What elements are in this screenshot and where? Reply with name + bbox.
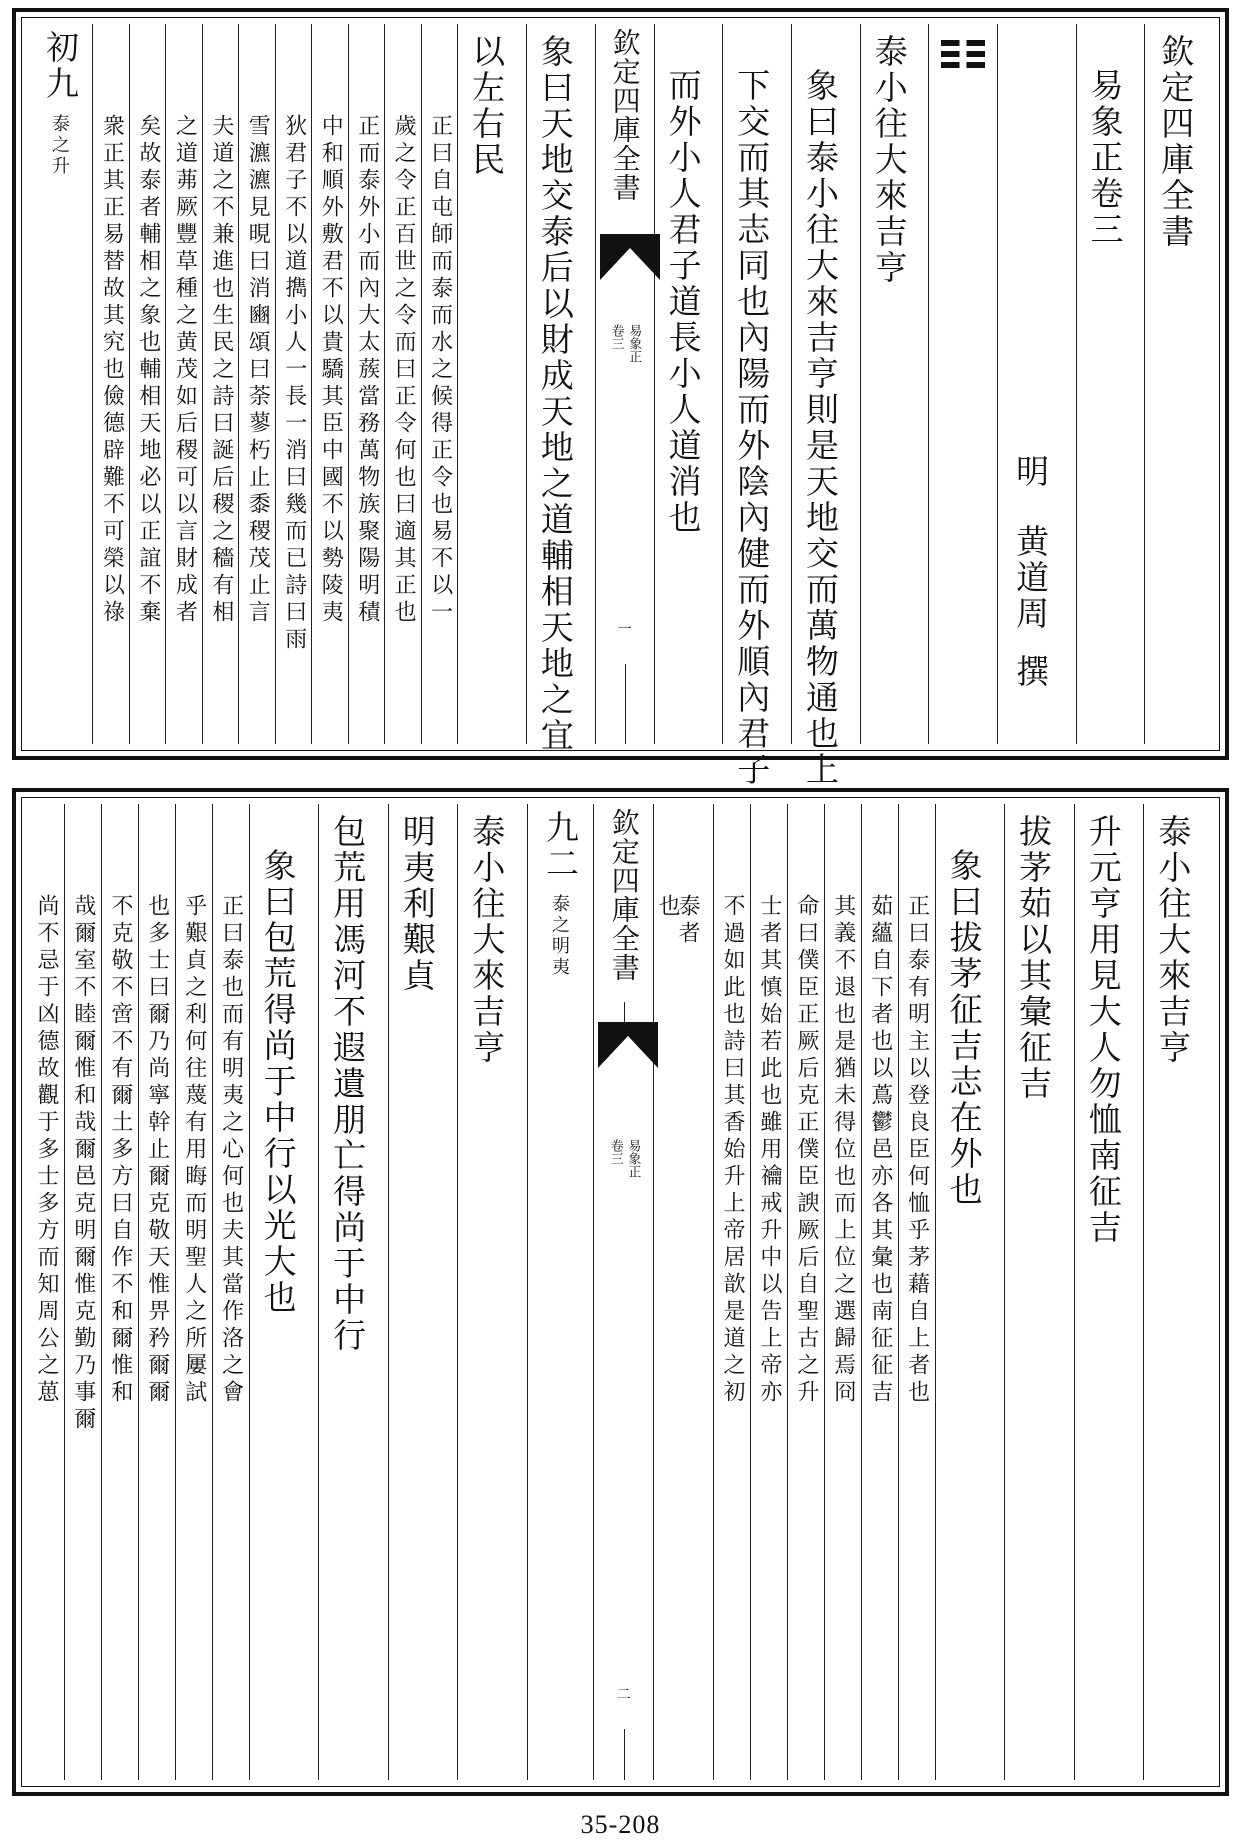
annotation-line: 泰者	[675, 894, 701, 948]
bottom-page	[12, 788, 1229, 1796]
line-text: 包荒用馮河不遐遺朋亡得尚于中行	[328, 814, 368, 1354]
fold-rule	[624, 1002, 626, 1022]
annotation-line: 乎艱貞之利何往蔑有用晦而明聖人之所屢試	[181, 894, 207, 1407]
annotation-line: 尚不忌于凶德故觀于多士多方而知周公之葸	[33, 894, 59, 1407]
hexagram-tai-icon	[941, 40, 985, 73]
xiang-line: 象曰天地交泰后以財成天地之道輔相天地之宜	[535, 34, 575, 754]
annotation-line: 正而泰外小而內大太蔟當務萬物族聚陽明積	[354, 114, 380, 627]
annotation-line: 矣故泰者輔相之象也輔相天地必以正誼不棄	[135, 114, 161, 627]
annotation-line: 哉爾室不睦爾惟和哉爾邑克明爾惟克勤乃事爾	[70, 894, 96, 1434]
annotation-line: 衆正其正易替故其究也儉德辟難不可榮以祿	[99, 114, 125, 627]
annotation-line: 其義不退也是猶未得位也而上位之選歸焉冏	[830, 894, 856, 1407]
commentary-line: 下交而其志同也內陽而外陰內健而外順內君子	[732, 68, 772, 788]
annotation-line: 夫道之不兼進也生民之詩曰誕后稷之穡有相	[208, 114, 234, 627]
fold-column	[593, 804, 653, 1780]
annotation-line: 雪瀌瀌見晛曰消豳頌曰荼蓼朽止黍稷茂止言	[245, 114, 271, 627]
annotation-line: 中和順外敷君不以貴驕其臣中國不以勢陵夷	[318, 114, 344, 627]
line-subheading: 泰之升	[48, 114, 70, 177]
hexagram-text: 明夷利艱貞	[397, 814, 437, 994]
annotation-line: 也多士曰爾乃尚寧幹止爾克敬天惟畀矜爾爾	[144, 894, 170, 1407]
annotation-line: 茹蘊自下者也以蔦鬱邑亦各其彙也南征征吉	[867, 894, 893, 1407]
volume-title: 易象正卷三	[1085, 68, 1125, 248]
fold-book-title: 欽定四庫全書	[607, 808, 641, 982]
fold-volume: 卷三	[607, 1139, 623, 1165]
author-name: 黄道周	[1011, 524, 1051, 632]
xiang-line: 象曰拔茅征吉志在外也	[944, 848, 984, 1208]
fold-rule	[625, 664, 627, 744]
author-role: 撰	[1011, 654, 1051, 690]
page-footer-number: 35-208	[580, 1810, 661, 1839]
xiang-line: 以左右民	[467, 34, 507, 178]
annotation-line: 正曰自屯師而泰而水之候得正令也易不以一	[427, 114, 453, 627]
annotation-line: 歲之令正百世之令而曰正令何也曰適其正也	[391, 114, 417, 627]
hexagram-text: 泰小往大來吉亨	[467, 814, 507, 1066]
fold-book-name: 易象正	[625, 1139, 641, 1178]
commentary-line: 而外小人君子道長小人道消也	[663, 68, 703, 536]
xiang-line: 象曰包荒得尚于中行以光大也	[258, 848, 298, 1316]
line-text: 拔茅茹以其彙征吉	[1014, 814, 1054, 1102]
fold-volume: 卷三	[608, 324, 624, 350]
hexagram-text: 升元亨用見大人勿恤南征吉	[1083, 814, 1123, 1246]
hexagram-text: 泰小往大來吉亨	[869, 34, 909, 286]
annotation-line: 也	[655, 894, 681, 921]
annotation-line: 士者其慎始若此也雖用禴戒升中以告上帝亦	[756, 894, 782, 1407]
fold-page-number: 二	[616, 1687, 631, 1703]
fold-book-name: 易象正	[626, 324, 642, 363]
fold-rule	[624, 1729, 626, 1780]
book-title: 欽定四庫全書	[1156, 34, 1196, 250]
top-columns	[28, 24, 1213, 788]
top-page	[12, 8, 1229, 788]
line-heading: 初九	[40, 30, 80, 102]
commentary-line: 象曰泰小往大來吉亨則是天地交而萬物通也上	[801, 68, 841, 788]
fold-column	[595, 24, 654, 744]
annotation-line: 不克敬不啻不有爾土多方曰自作不和爾惟和	[107, 894, 133, 1407]
annotation-line: 正曰泰有明主以登良臣何恤乎茅藉自上者也	[904, 894, 930, 1407]
annotation-line: 之道茀厥豐草種之黄茂如后稷可以言財成者	[172, 114, 198, 627]
line-subheading: 泰之明夷	[549, 894, 570, 978]
fishtail-mark-icon	[598, 1022, 658, 1068]
annotation-line: 狄君子不以道擕小人一長一消曰幾而已詩曰雨	[281, 114, 307, 654]
fold-page-number: 一	[617, 622, 632, 638]
annotation-line: 不過如此也詩曰其香始升上帝居歆是道之初	[719, 894, 745, 1407]
bottom-columns	[28, 804, 1213, 1780]
author-dynasty: 明	[1011, 454, 1051, 490]
line-heading: 九二	[541, 810, 580, 882]
annotation-line: 命曰僕臣正厥后克正僕臣諛厥后自聖古之升	[793, 894, 819, 1407]
fishtail-mark-icon	[600, 234, 660, 280]
annotation-line: 正曰泰也而有明夷之心何也夫其當作洛之會	[218, 894, 244, 1407]
fold-book-title: 欽定四庫全書	[608, 28, 642, 202]
hexagram-text: 泰小往大來吉亨	[1153, 814, 1193, 1066]
